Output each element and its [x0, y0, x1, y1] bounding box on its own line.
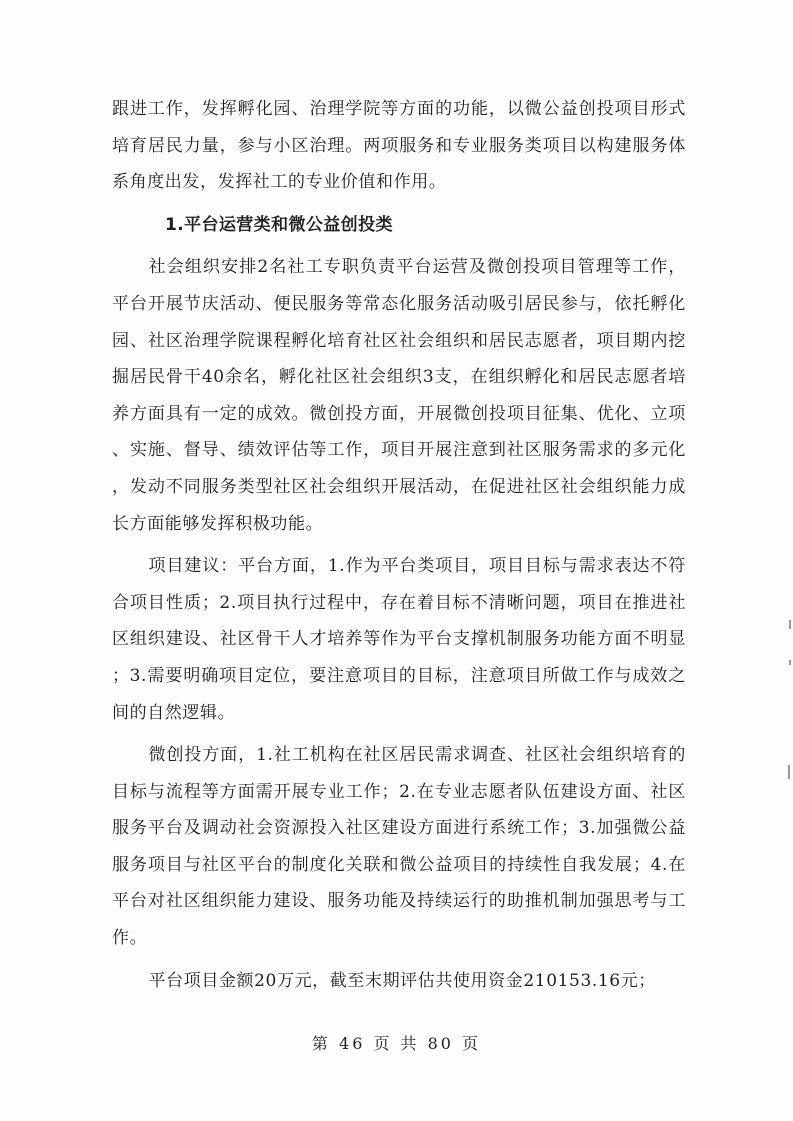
section-heading: 1.平台运营类和微公益创投类 [165, 214, 393, 235]
body-paragraph-microventure-suggestions: 微创投方面，1.社工机构在社区居民需求调查、社区社会组织培育的目标与流程等方面需开展专业工作；2.在专业志愿者队伍建设方面、社区服务平台及调动社会资源投入社区建设方面进行系统工作；3.加强微公益服务项目与社区平台的制度化关联和微公益项目的持续性自我发展；4.在平台对社区组织能力建设、服务功能及持续运行的助推机制加强思考与工作。 [112, 745, 686, 949]
document-body [112, 91, 686, 999]
scan-artifact [789, 620, 791, 629]
body-paragraph-platform-summary: 社会组织安排2名社工专职负责平台运营及微创投项目管理等工作，平台开展节庆活动、便民服务等常态化服务活动吸引居民参与，依托孵化园、社区治理学院课程孵化培育社区社会组织和居民志愿者，项目期内挖掘居民骨干40余名，孵化社区社会组织3支，在组织孵化和居民志愿者培养方面具有一定的成效。微创投方面，开展微创投项目征集、优化、立项、实施、督导、绩效评估等工作，项目开展注意到社区服务需求的多元化，发动不同服务类型社区社会组织开展活动，在促进社区社会组织能力成长方面能够发挥积极功能。 [112, 257, 686, 534]
page-number-footer: 第 46 页 共 80 页 [311, 1034, 482, 1053]
body-paragraph-platform-suggestions: 项目建议：平台方面，1.作为平台类项目，项目目标与需求表达不符合项目性质；2.项目执行过程中，存在着目标不清晰问题，项目在推进社区组织建设、社区骨干人才培养等作为平台支撑机制服务功能方面不明显；3.需要明确项目定位，要注意项目的目标，注意项目所做工作与成效之间的自然逻辑。 [112, 556, 686, 723]
body-paragraph-continued: 跟进工作，发挥孵化园、治理学院等方面的功能，以微公益创投项目形式培育居民力量，参与小区治理。两项服务和专业服务类项目以构建服务体系角度出发，发挥社工的专业价值和作用。 [112, 99, 686, 193]
scan-artifact [788, 765, 790, 779]
body-paragraph-funding: 平台项目金额20万元，截至末期评估共使用资金210153.16元； [148, 970, 656, 991]
scan-artifact [789, 660, 791, 665]
